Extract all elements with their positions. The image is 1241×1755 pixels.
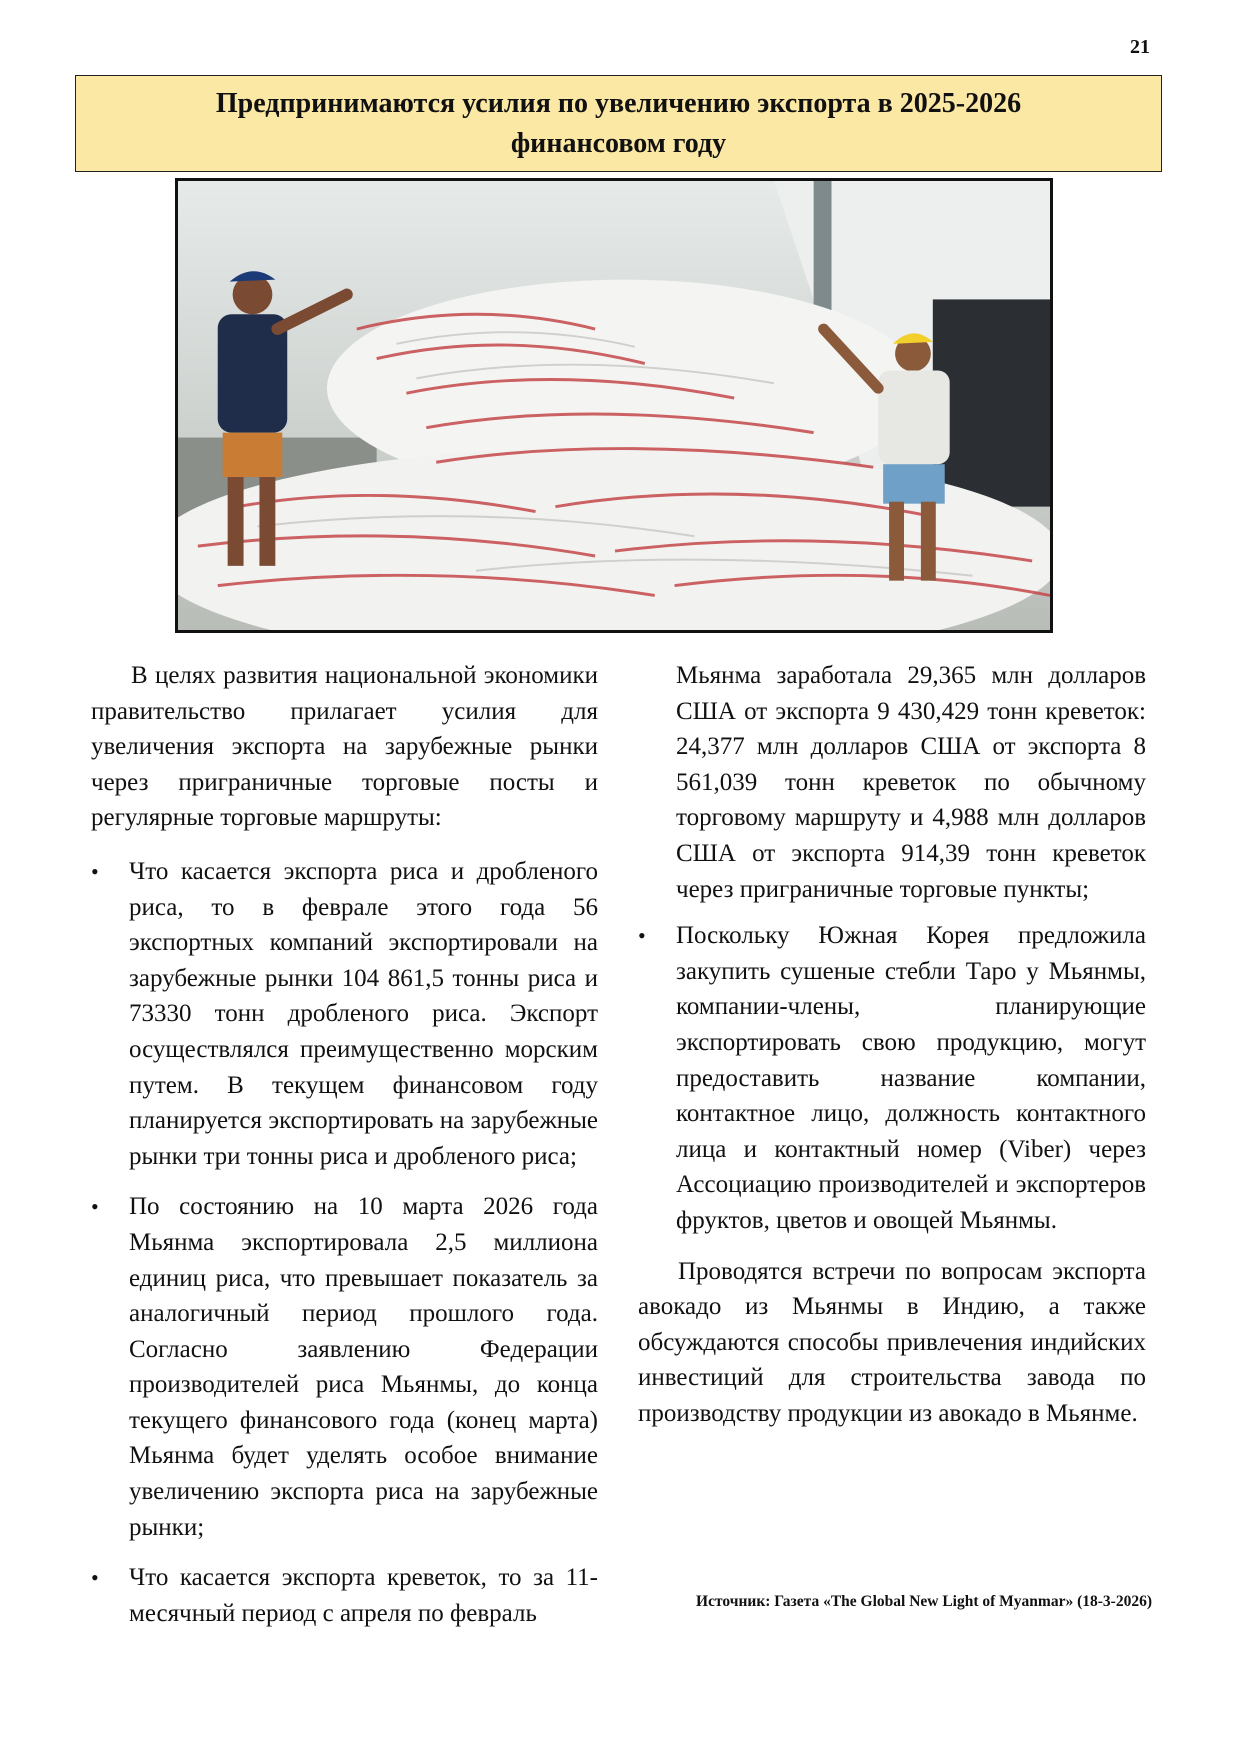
bullet-icon: • xyxy=(91,1565,99,1591)
left-column xyxy=(91,658,598,1631)
article-title-box xyxy=(75,75,1162,172)
bullet-text: Поскольку Южная Корея предложила закупить сушеные стебли Таро у Мьянмы, компании-члены, планирующие экспортировать свою продукцию, могут предоставить название компании, контактное лицо, должность контактного лица и контактный номер (Viber) через Ассоциацию производителей и экспортеров фруктов, цветов и овощей Мьянмы. xyxy=(676,922,1146,1234)
bullet-text: Что касается экспорта риса и дробленого риса, то в феврале этого года 56 экспортных компаний экспортировали на зарубежные рынки 104 861,5 тонны риса и 73330 тонн дробленого риса. Экспорт осуществлялся преимущественно морским путем. В текущем финансовом году планируется экспортировать на зарубежные рынки три тонны риса и дробленого риса; xyxy=(129,857,598,1170)
bullet-text: По состоянию на 10 марта 2026 года Мьянма экспортировала 2,5 миллиона единиц риса, что превышает показатель за аналогичный период прошлого года. Согласно заявлению Федерации производителей риса Мьянмы, до конца текущего финансового года (конец марта) Мьянма будет уделять особое внимание увеличению экспорта риса на зарубежные рынки; xyxy=(129,1193,598,1541)
left-bullet-list xyxy=(91,854,598,1631)
bullet-icon: • xyxy=(91,858,99,884)
intro-paragraph: В целях развития национальной экономики правительство прилагает усилия для увеличения экспорта на зарубежные рынки через приграничные торговые посты и регулярные торговые маршруты: xyxy=(91,662,598,832)
rice-sacks-photo xyxy=(175,178,1053,633)
right-column xyxy=(638,658,1146,1431)
list-item xyxy=(91,854,598,1174)
rice-sacks-illustration xyxy=(178,181,1050,630)
list-item xyxy=(638,918,1146,1238)
source-citation: Источник: Газета «The Global New Light of Myanmar» (18-3-2026) xyxy=(696,1593,1152,1610)
list-item xyxy=(91,1189,598,1545)
page-number: 21 xyxy=(1130,36,1150,58)
list-item xyxy=(91,1560,598,1631)
bullet-icon: • xyxy=(638,923,646,949)
closing-paragraph: Проводятся встречи по вопросам экспорта авокадо из Мьянмы в Индию, а также обсуждаются способы привлечения индийских инвестиций для строительства завода по производству продукции из авокадо в Мьянме. xyxy=(638,1257,1146,1427)
right-bullet-list xyxy=(638,918,1146,1238)
bullet-text: Что касается экспорта креветок, то за 11-месячный период с апреля по февраль xyxy=(129,1564,598,1627)
article-title-line-1: Предпринимаются усилия по увеличению экспорта в 2025-2026 xyxy=(215,87,1022,119)
article-title-line-2: финансовом году xyxy=(510,127,727,159)
bullet-icon: • xyxy=(91,1194,99,1220)
continuation-paragraph: Мьянма заработала 29,365 млн долларов США от экспорта 9 430,429 тонн креветок: 24,377 млн долларов США от экспорта 8 561,039 тонн креветок по обычному торговому маршруту и 4,988 млн долларов США от экспорта 914,39 тонн креветок через приграничные торговые пункты; xyxy=(676,662,1146,903)
